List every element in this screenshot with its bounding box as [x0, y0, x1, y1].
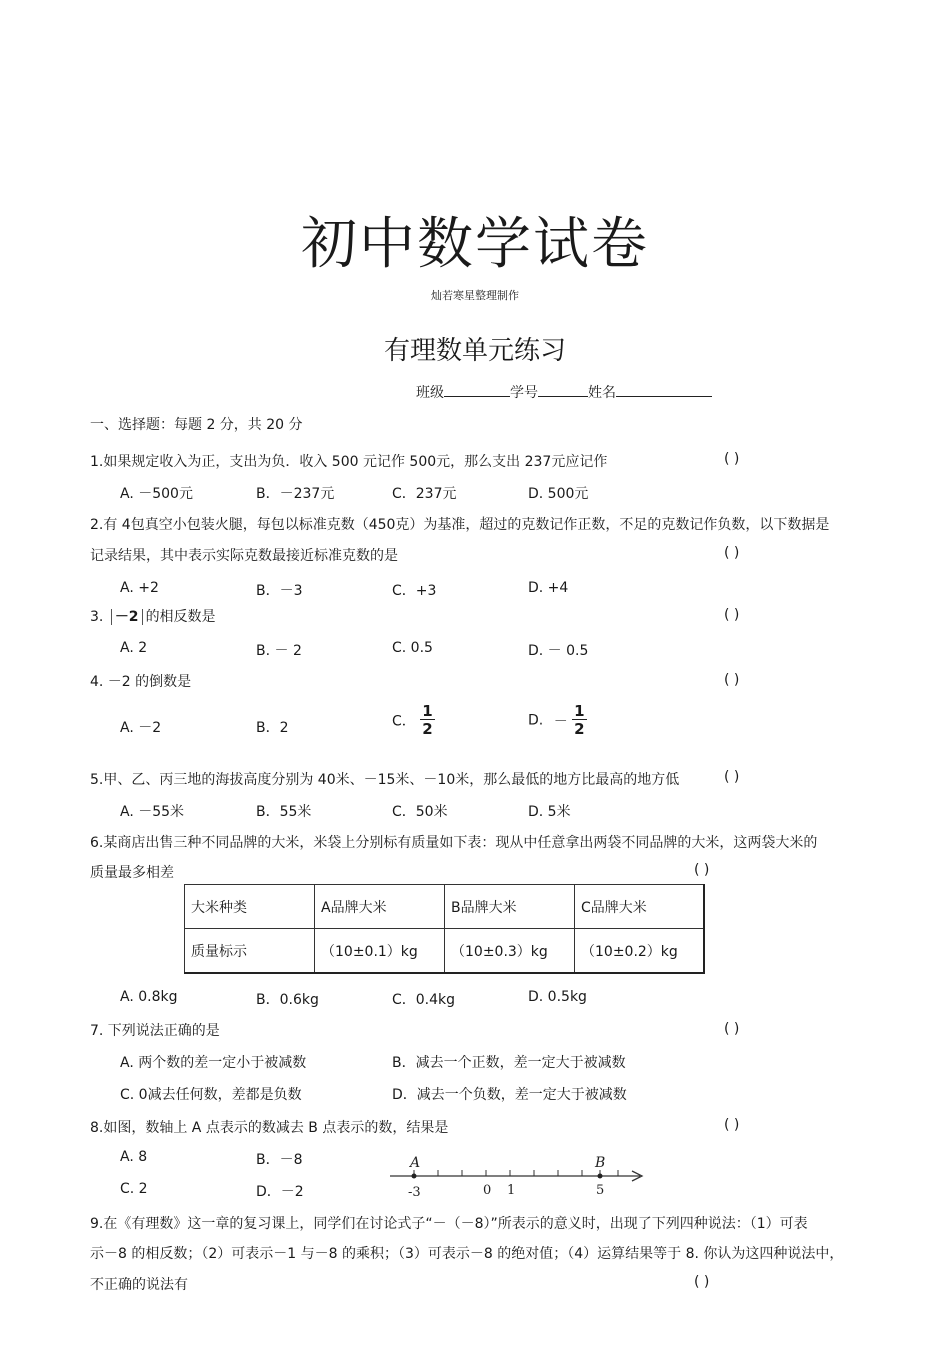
number-line-figure [388, 1150, 650, 1202]
name-blank [616, 380, 712, 397]
answer-paren: ( ) [724, 769, 740, 785]
student-number-label: 学号 [510, 385, 538, 401]
table-cell: 大米种类 [185, 885, 315, 929]
q1-option-a: A. －500元 [120, 486, 193, 502]
q2-option-b: B．－3 [256, 583, 303, 599]
q4-option-b: B．2 [256, 720, 289, 736]
fraction-numerator: 1 [574, 702, 585, 720]
question-6-line2: 质量最多相差 [90, 865, 174, 881]
question-8-text: 8.如图，数轴上 A 点表示的数减去 B 点表示的数，结果是 [90, 1120, 449, 1136]
answer-paren: ( ) [724, 1117, 740, 1133]
q7-option-d: D．减去一个负数，差一定大于被减数 [392, 1087, 627, 1103]
point-b-label: B [595, 1155, 606, 1171]
table-cell: （10±0.1）kg [315, 929, 445, 974]
point-b-dot [598, 1174, 603, 1179]
class-blank [444, 380, 510, 397]
q4-option-a: A. －2 [120, 720, 162, 736]
question-3-text [90, 606, 216, 626]
q8-option-b: B．－8 [256, 1152, 303, 1168]
question-5-text: 5.甲、乙、丙三地的海拔高度分别为 40米、－15米、－10米，那么最低的地方比最高的地方低 [90, 772, 680, 788]
q3-option-a: A. 2 [120, 640, 148, 656]
fraction-one-half [572, 704, 586, 737]
q4-option-c-label: C． [392, 713, 416, 730]
q2-option-c: C．+3 [392, 583, 437, 599]
question-1-text: 1.如果规定收入为正，支出为负．收入 500 元记作 500元，那么支出 237元应记作 [90, 454, 608, 470]
student-number-blank [538, 380, 588, 397]
table-row [185, 929, 705, 974]
q3-suffix: 的相反数是 [145, 609, 216, 625]
fraction-denominator: 2 [574, 720, 585, 738]
question-2-line2: 记录结果，其中表示实际克数最接近标准克数的是 [90, 548, 398, 564]
q6-option-d: D. 0.5kg [528, 989, 587, 1005]
q5-option-a: A. －55米 [120, 804, 185, 820]
question-2-line1: 2.有 4包真空小包装火腿，每包以标准克数（450克）为基准，超过的克数记作正数，不足的克数记作负数，以下数据是 [90, 517, 830, 533]
q6-option-a: A. 0.8kg [120, 989, 178, 1005]
q5-option-d: D. 5米 [528, 804, 571, 820]
q6-option-c: C．0.4kg [392, 992, 456, 1008]
unit-title: 有理数单元练习 [383, 336, 566, 366]
name-label: 姓名 [588, 385, 616, 401]
tick-label: 5 [596, 1183, 605, 1198]
q5-option-b: B．55米 [256, 804, 312, 820]
q2-option-a: A. +2 [120, 580, 159, 596]
q1-option-b: B．－237元 [256, 486, 335, 502]
absolute-bar-left [111, 609, 112, 625]
q1-option-c: C．237元 [392, 486, 457, 502]
question-9-line2: 示－8 的相反数；（2）可表示－1 与－8 的乘积；（3）可表示－8 的绝对值；（4）运算结果等于 8. 你认为这四种说法中， [90, 1246, 844, 1262]
q3-option-b: B. － 2 [256, 643, 302, 659]
exam-title: 初中数学试卷 [301, 212, 649, 277]
question-4-text: 4. －2 的倒数是 [90, 674, 192, 690]
fraction-one-half [420, 704, 434, 737]
question-6-line1: 6.某商店出售三种不同品牌的大米，米袋上分别标有质量如下表：现从中任意拿出两袋不同品牌的大米，这两袋大米的 [90, 835, 818, 851]
q3-prefix: 3. [90, 609, 104, 625]
q3-option-c: C. 0.5 [392, 640, 433, 656]
class-label: 班级 [416, 385, 444, 401]
table-cell: C品牌大米 [575, 885, 705, 929]
tick-label: 1 [507, 1183, 516, 1198]
absolute-bar-right [142, 609, 143, 625]
point-a-dot [412, 1174, 417, 1179]
section-heading: 一、选择题：每题 2 分，共 20 分 [90, 417, 303, 433]
tick-label: -3 [408, 1185, 421, 1200]
answer-paren: ( ) [724, 672, 740, 688]
q3-value: －2 [114, 609, 139, 625]
fraction-numerator: 1 [422, 702, 433, 720]
table-cell: B品牌大米 [445, 885, 575, 929]
q2-option-d: D. +4 [528, 580, 569, 596]
q4-option-c [392, 704, 435, 737]
q8-option-a: A. 8 [120, 1149, 148, 1165]
rice-mass-table [184, 884, 705, 974]
answer-paren: ( ) [724, 451, 740, 467]
answer-paren: ( ) [724, 1021, 740, 1037]
q3-option-d: D. － 0.5 [528, 643, 589, 659]
question-9-line3: 不正确的说法有 [90, 1277, 188, 1293]
q7-option-a: A. 两个数的差一定小于被减数 [120, 1055, 307, 1071]
tick-label: 0 [483, 1183, 492, 1198]
answer-paren: ( ) [724, 545, 740, 561]
answer-paren: ( ) [724, 607, 740, 623]
fraction-denominator: 2 [422, 720, 433, 738]
table-row [185, 885, 705, 929]
question-7-text: 7. 下列说法正确的是 [90, 1023, 220, 1039]
q7-option-b: B．减去一个正数，差一定大于被减数 [392, 1055, 626, 1071]
answer-paren: ( ) [694, 1274, 710, 1290]
point-a-label: A [410, 1155, 421, 1171]
q7-option-c: C. 0减去任何数，差都是负数 [120, 1087, 302, 1103]
minus-sign: － [553, 713, 568, 730]
q8-option-c: C. 2 [120, 1181, 148, 1197]
table-cell: A品牌大米 [315, 885, 445, 929]
exam-subtitle: 灿若寒星整理制作 [431, 289, 519, 302]
q1-option-d: D. 500元 [528, 486, 589, 502]
question-9-line1: 9.在《有理数》这一章的复习课上，同学们在讨论式子“－（－8）”所表示的意义时，出现了下列四种说法：（1）可表 [90, 1216, 808, 1232]
q4-option-d-label: D. [528, 712, 544, 729]
q5-option-c: C．50米 [392, 804, 448, 820]
q4-option-d [528, 704, 587, 737]
table-cell: 质量标示 [185, 929, 315, 974]
answer-paren: ( ) [694, 862, 710, 878]
student-info-line [416, 380, 712, 402]
table-cell: （10±0.3）kg [445, 929, 575, 974]
number-line-ticks [414, 1170, 618, 1176]
q8-option-d: D．－2 [256, 1184, 304, 1200]
table-cell: （10±0.2）kg [575, 929, 705, 974]
q6-option-b: B．0.6kg [256, 992, 319, 1008]
